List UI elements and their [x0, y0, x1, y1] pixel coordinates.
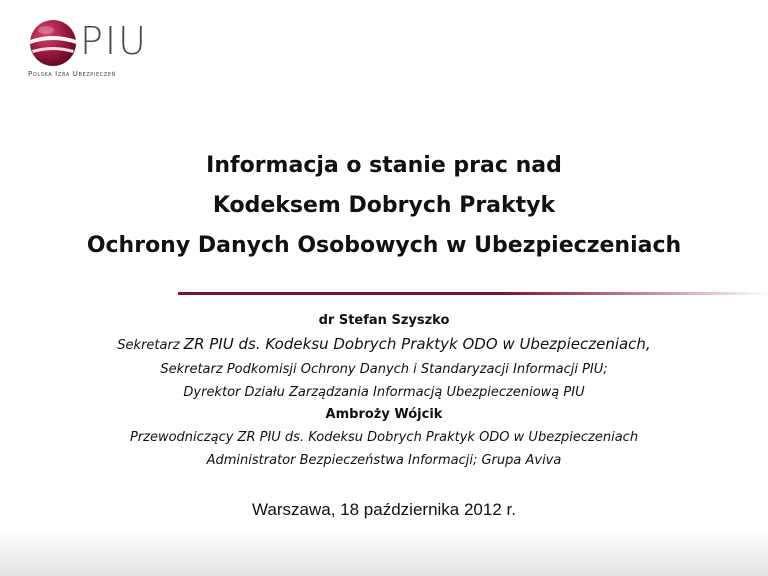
author-1-role-1 — [10, 332, 758, 358]
piu-logo — [28, 16, 188, 80]
author-1-role-1-rest: ZR PIU ds. Kodeksu Dobrych Praktyk ODO w Ubezpieczeniach, — [183, 335, 651, 353]
author-1-name: dr Stefan Szyszko — [318, 313, 450, 328]
slide-title — [20, 146, 748, 266]
author-1-role-3: Dyrektor Działu Zarządzania Informacją Ubezpieczeniową PIU — [183, 385, 585, 400]
author-2-role-2: Administrator Bezpieczeństwa Informacji; Grupa Aviva — [206, 453, 562, 468]
title-line-1: Informacja o stanie prac nad — [206, 153, 562, 178]
globe-logo-icon — [28, 18, 78, 68]
title-divider — [178, 292, 768, 295]
title-line-3: Ochrony Danych Osobowych w Ubezpieczeniach — [86, 233, 682, 258]
logo-tagline: Polska Izba Ubezpieczeń — [28, 70, 116, 78]
author-1-role-2: Sekretarz Podkomisji Ochrony Danych i Standaryzacji Informacji PIU; — [160, 362, 608, 377]
title-line-2: Kodeksem Dobrych Praktyk — [212, 193, 556, 218]
author-1-role-1-prefix: Sekretarz — [117, 338, 184, 353]
logo-wordmark: PIU — [80, 19, 148, 63]
authors-block — [10, 310, 758, 472]
author-2-role-1: Przewodniczący ZR PIU ds. Kodeksu Dobrych Praktyk ODO w Ubezpieczeniach — [129, 430, 639, 445]
author-2-name: Ambroży Wójcik — [325, 407, 443, 422]
presentation-date: Warszawa, 18 października 2012 r. — [252, 500, 516, 519]
